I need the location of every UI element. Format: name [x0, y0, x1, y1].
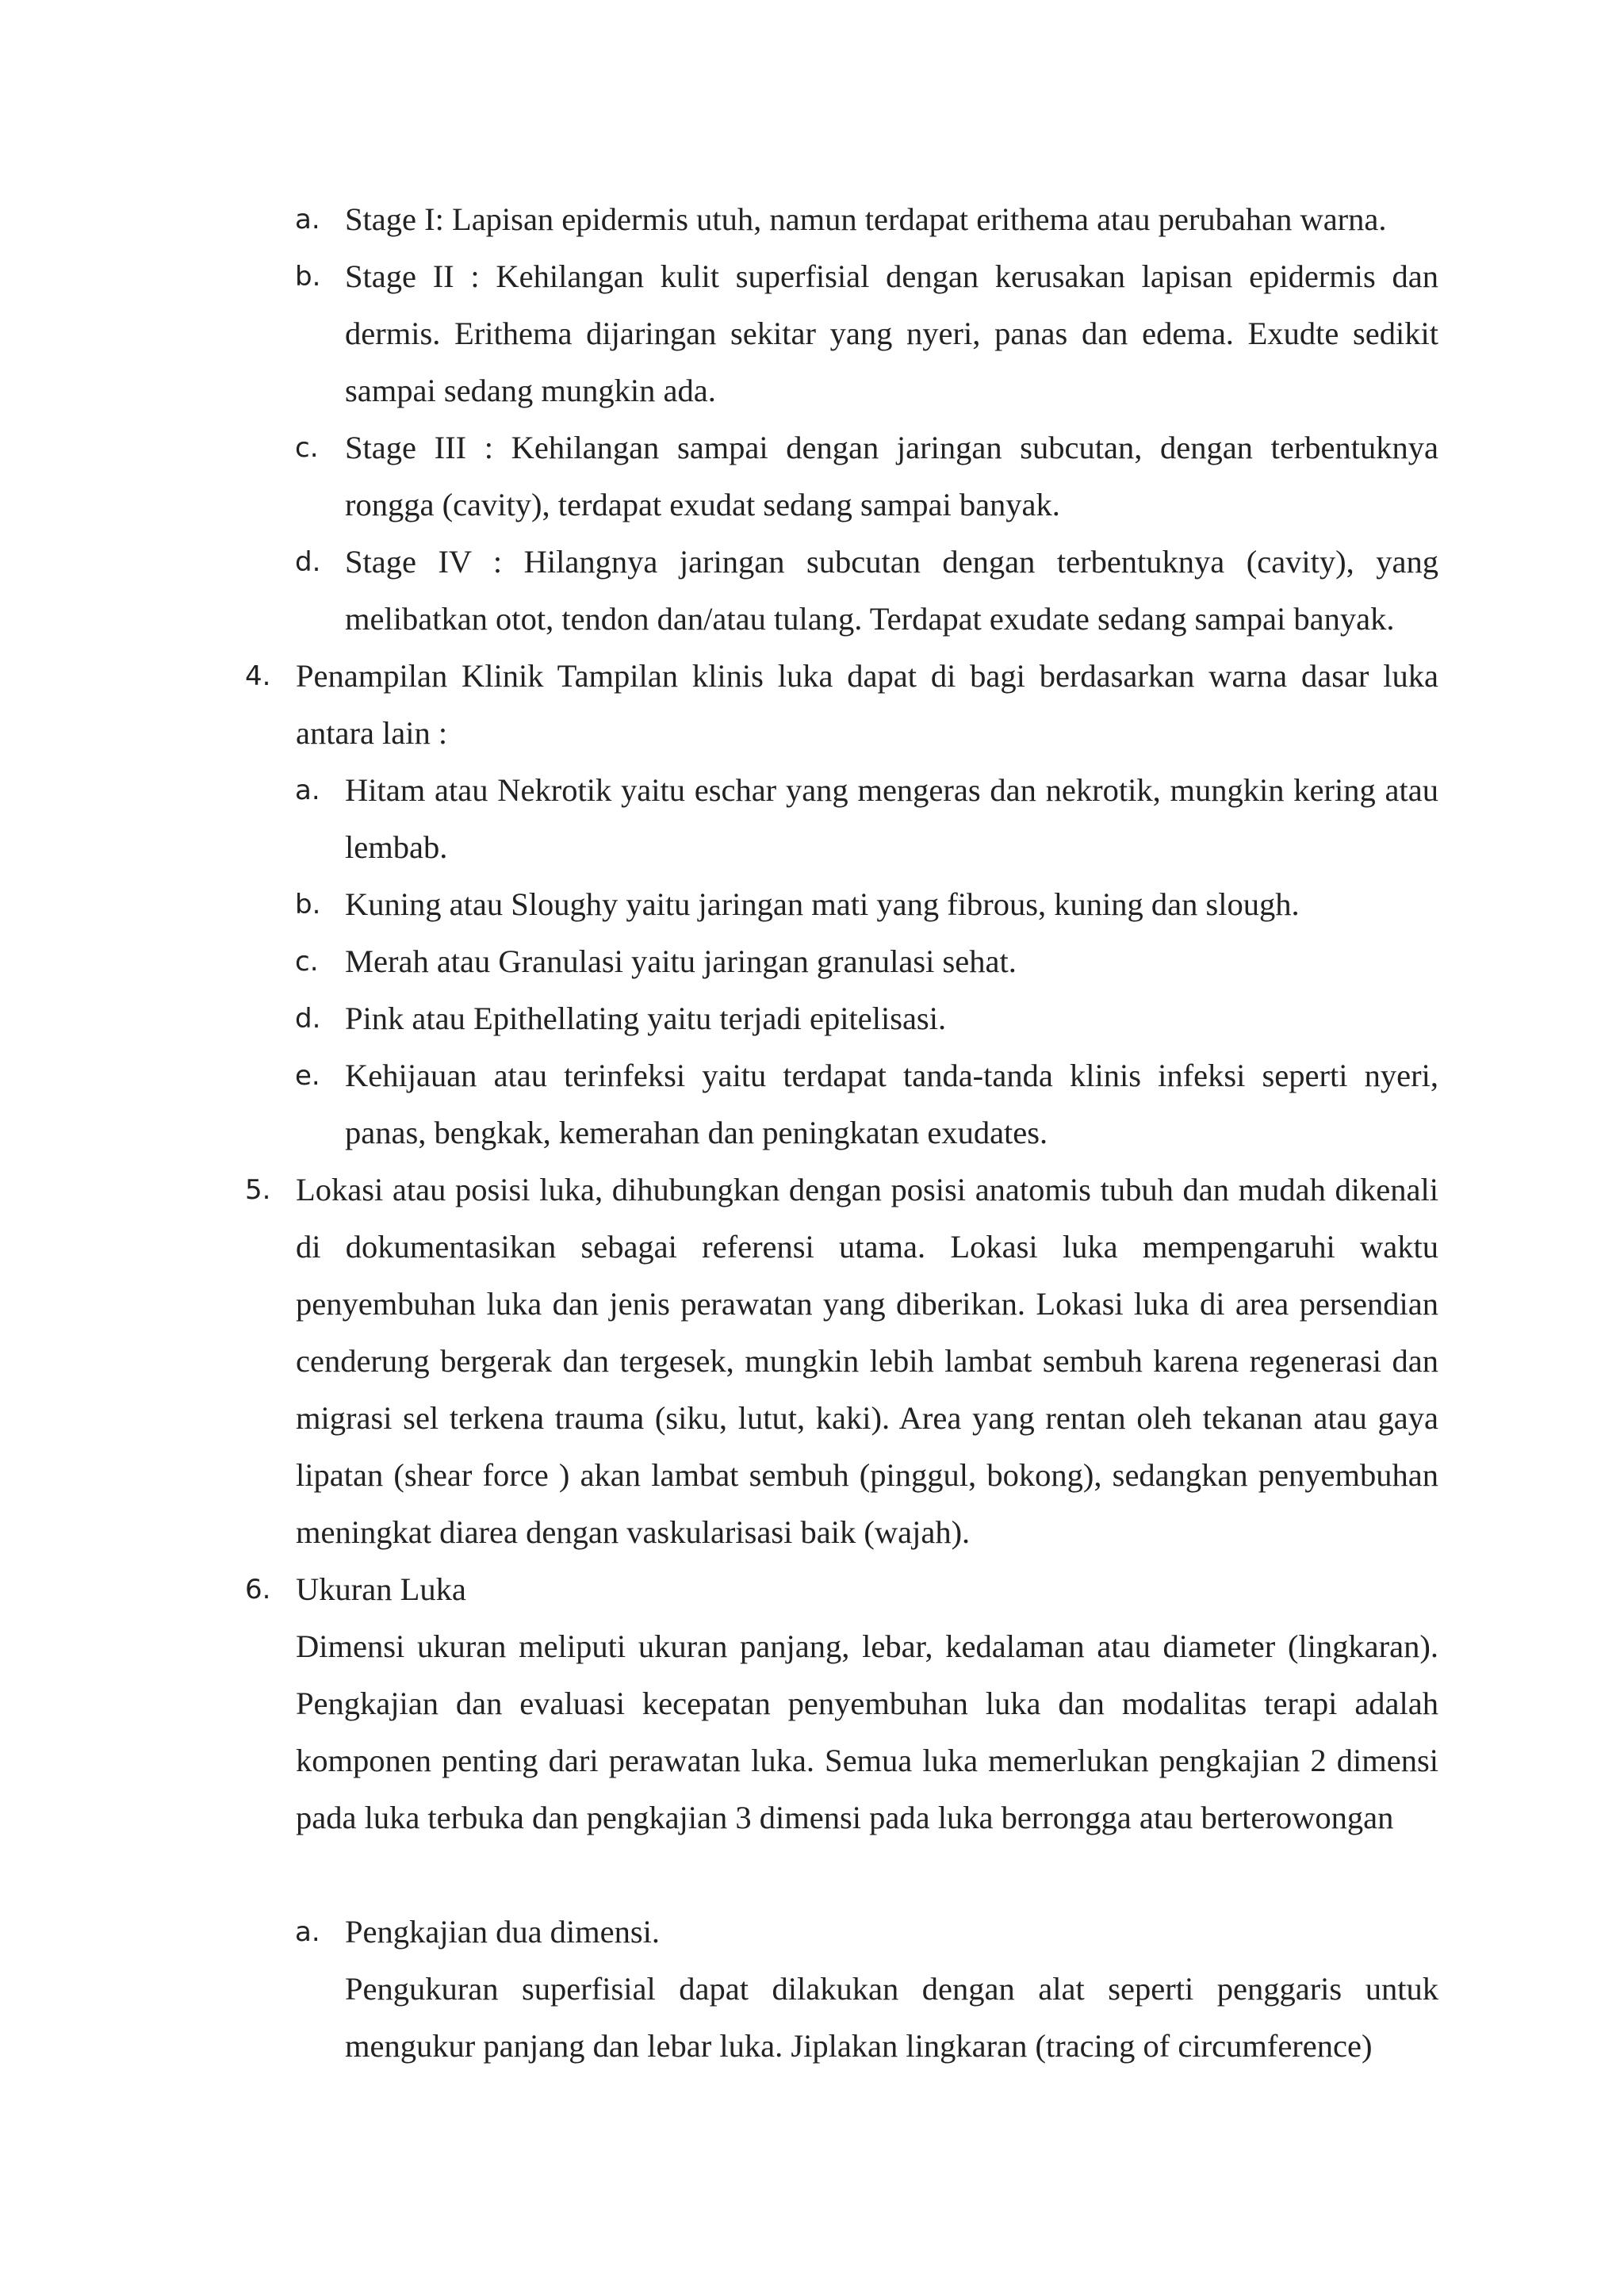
list-item-text: Hitam atau Nekrotik yaitu eschar yang mengeras dan nekrotik, mungkin kering atau lembab. — [345, 772, 1438, 865]
list-item-text: Stage III : Kehilangan sampai dengan jaringan subcutan, dengan terbentuknya rongga (cavity), terdapat exudat sedang sampai banyak. — [345, 430, 1438, 522]
list-marker: 6. — [245, 1574, 271, 1605]
list-item-text: Pink atau Epithellating yaitu terjadi epitelisasi. — [345, 1001, 947, 1036]
section-title: Ukuran Luka — [296, 1571, 466, 1607]
list-item-text: Stage II : Kehilangan kulit superfisial dengan kerusakan lapisan epidermis dan dermis. Erithema dijaringan sekitar yang nyeri, panas dan edema. Exudte sedikit sampai sedang mungkin ada. — [345, 258, 1438, 408]
list-marker: a. — [295, 1916, 320, 1948]
sub-item-4d — [295, 990, 1438, 1047]
list-item-text: Lokasi atau posisi luka, dihubungkan dengan posisi anatomis tubuh dan mudah dikenali di dokumentasikan sebagai referensi utama. Lokasi luka mempengaruhi waktu penyembuhan luka dan jenis perawatan yang diberikan. Lokasi luka di area persendian cenderung bergerak dan tergesek, mungkin lebih lambat sembuh karena regenerasi dan migrasi sel terkena trauma (siku, lutut, kaki). Area yang rentan oleh tekanan atau gaya lipatan (shear force ) akan lambat sembuh (pinggul, bokong), sedangkan penyembuhan meningkat diarea dengan vaskularisasi baik (wajah). — [296, 1172, 1438, 1550]
list-item-text: Stage IV : Hilangnya jaringan subcutan dengan terbentuknya (cavity), yang melibatkan otot, tendon dan/atau tulang. Terdapat exudate sedang sampai banyak. — [345, 544, 1438, 637]
list-item-stage-3 — [295, 419, 1438, 534]
list-marker: d. — [295, 546, 321, 578]
list-item-text: Stage I: Lapisan epidermis utuh, namun terdapat erithema atau perubahan warna. — [345, 201, 1387, 237]
list-item-4 — [245, 648, 1438, 762]
paragraph-text: Dimensi ukuran meliputi ukuran panjang, lebar, kedalaman atau diameter (lingkaran). Pengkajian dan evaluasi kecepatan penyembuhan luka dan modalitas terapi adalah komponen penting dari perawatan luka. Semua luka memerlukan pengkajian 2 dimensi pada luka terbuka dan pengkajian 3 dimensi pada luka berrongga atau berterowongan — [296, 1628, 1438, 1835]
list-item-text: Kuning atau Sloughy yaitu jaringan mati yang fibrous, kuning dan slough. — [345, 886, 1300, 922]
sub-item-4c — [295, 933, 1438, 990]
list-marker: c. — [295, 946, 319, 978]
sub-item-6a — [295, 1904, 1438, 1961]
list-marker: b. — [295, 889, 321, 920]
list-marker: c. — [295, 432, 319, 464]
paragraph-6a — [345, 1961, 1438, 2075]
list-marker: b. — [295, 261, 321, 293]
paragraph-text: Pengukuran superfisial dapat dilakukan dengan alat seperti penggaris untuk mengukur panjang dan lebar luka. Jiplakan lingkaran (tracing of circumference) — [345, 1971, 1438, 2064]
list-marker: e. — [295, 1060, 320, 1092]
list-item-5 — [245, 1161, 1438, 1561]
sub-item-4a — [295, 762, 1438, 876]
sub-item-4b — [295, 876, 1438, 933]
list-item-stage-1 — [295, 191, 1438, 248]
list-item-text: Kehijauan atau terinfeksi yaitu terdapat tanda-tanda klinis infeksi seperti nyeri, panas, bengkak, kemerahan dan peningkatan exudates. — [345, 1058, 1438, 1150]
list-marker: a. — [295, 204, 320, 235]
sub-item-4e — [295, 1047, 1438, 1161]
list-marker: d. — [295, 1003, 321, 1035]
paragraph-item-6 — [296, 1618, 1438, 1846]
list-item-stage-4 — [295, 534, 1438, 648]
list-marker: 4. — [245, 660, 271, 692]
list-item-stage-2 — [295, 248, 1438, 419]
list-item-text: Merah atau Granulasi yaitu jaringan granulasi sehat. — [345, 943, 1017, 979]
list-marker: 5. — [245, 1174, 271, 1206]
list-item-6 — [245, 1561, 1438, 1618]
sub-item-title: Pengkajian dua dimensi. — [345, 1914, 661, 1950]
list-item-text: Penampilan Klinik Tampilan klinis luka dapat di bagi berdasarkan warna dasar luka antara lain : — [296, 658, 1438, 751]
list-marker: a. — [295, 775, 320, 806]
